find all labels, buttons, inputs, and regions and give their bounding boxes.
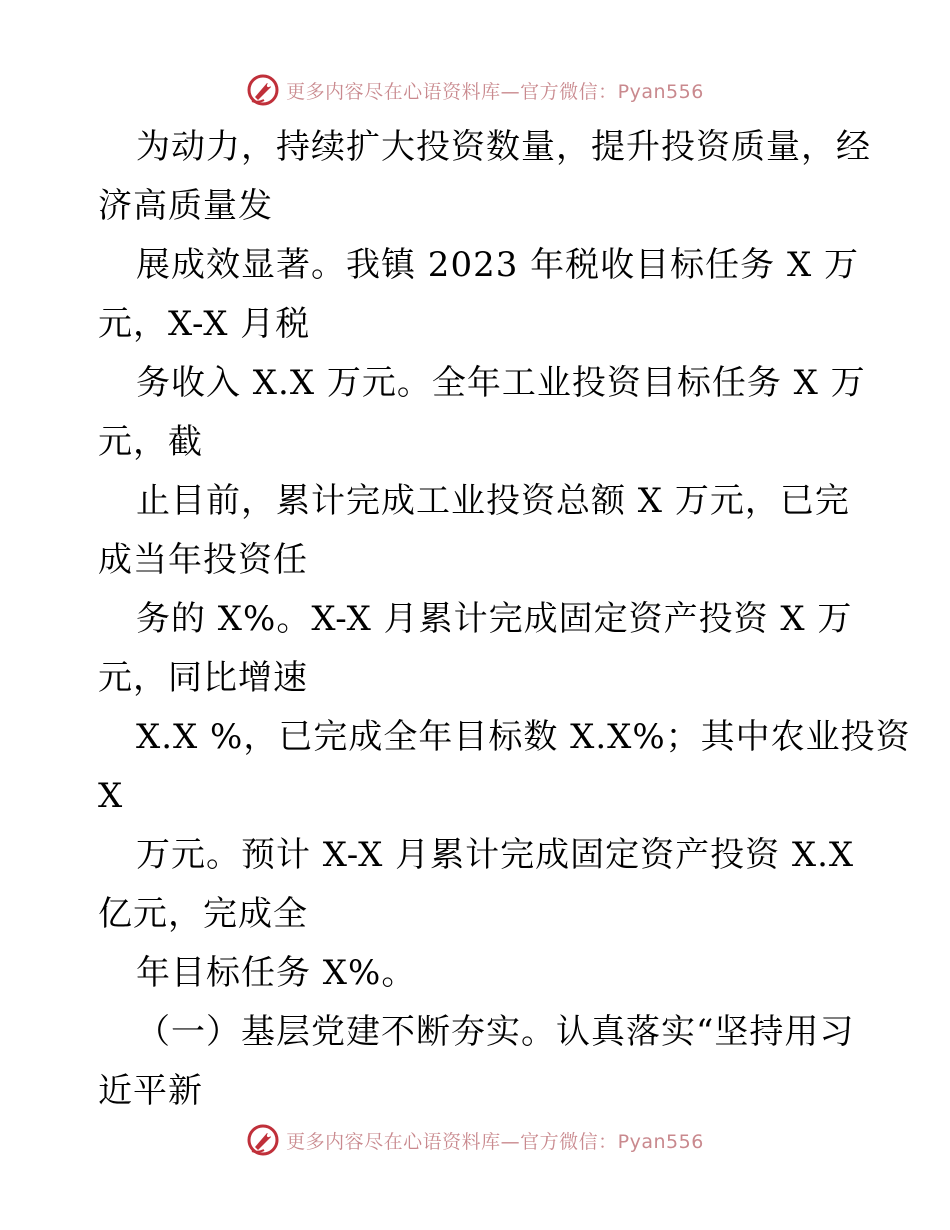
text-line: X — [98, 776, 124, 816]
footer-watermark — [0, 1120, 950, 1160]
text-line: （一）基层党建不断夯实。认真落实“坚持用习 — [136, 1012, 855, 1052]
text-line: 元，截 — [98, 422, 203, 462]
pen-nib-icon — [246, 1123, 280, 1157]
text-line: 务的 X%。X-X 月累计完成固定资产投资 X 万 — [136, 599, 853, 639]
text-line: 为动力，持续扩大投资数量，提升投资质量，经 — [136, 127, 871, 167]
text-line: 成当年投资任 — [98, 540, 308, 580]
text-line: 万元。预计 X-X 月累计完成固定资产投资 X.X — [136, 835, 855, 875]
pen-nib-icon — [246, 73, 280, 107]
text-line: X.X %，已完成全年目标数 X.X%；其中农业投资 — [136, 717, 911, 757]
text-line: 元，同比增速 — [98, 658, 308, 698]
text-line: 亿元，完成全 — [98, 894, 308, 934]
text-line: 止目前，累计完成工业投资总额 X 万元，已完 — [136, 481, 850, 521]
document-body — [98, 118, 911, 1121]
text-line: 务收入 X.X 万元。全年工业投资目标任务 X 万 — [136, 363, 866, 403]
text-line: 济高质量发 — [98, 186, 273, 226]
text-line: 展成效显著。我镇 2023 年税收目标任务 X 万 — [136, 245, 859, 285]
watermark-text: 更多内容尽在心语资料库—官方微信：Pyan556 — [286, 80, 704, 103]
text-line: 近平新 — [98, 1071, 203, 1111]
text-line: 年目标任务 X%。 — [136, 953, 417, 993]
text-line: 元，X-X 月税 — [98, 304, 311, 344]
header-watermark — [0, 70, 950, 110]
watermark-text: 更多内容尽在心语资料库—官方微信：Pyan556 — [286, 1130, 704, 1153]
